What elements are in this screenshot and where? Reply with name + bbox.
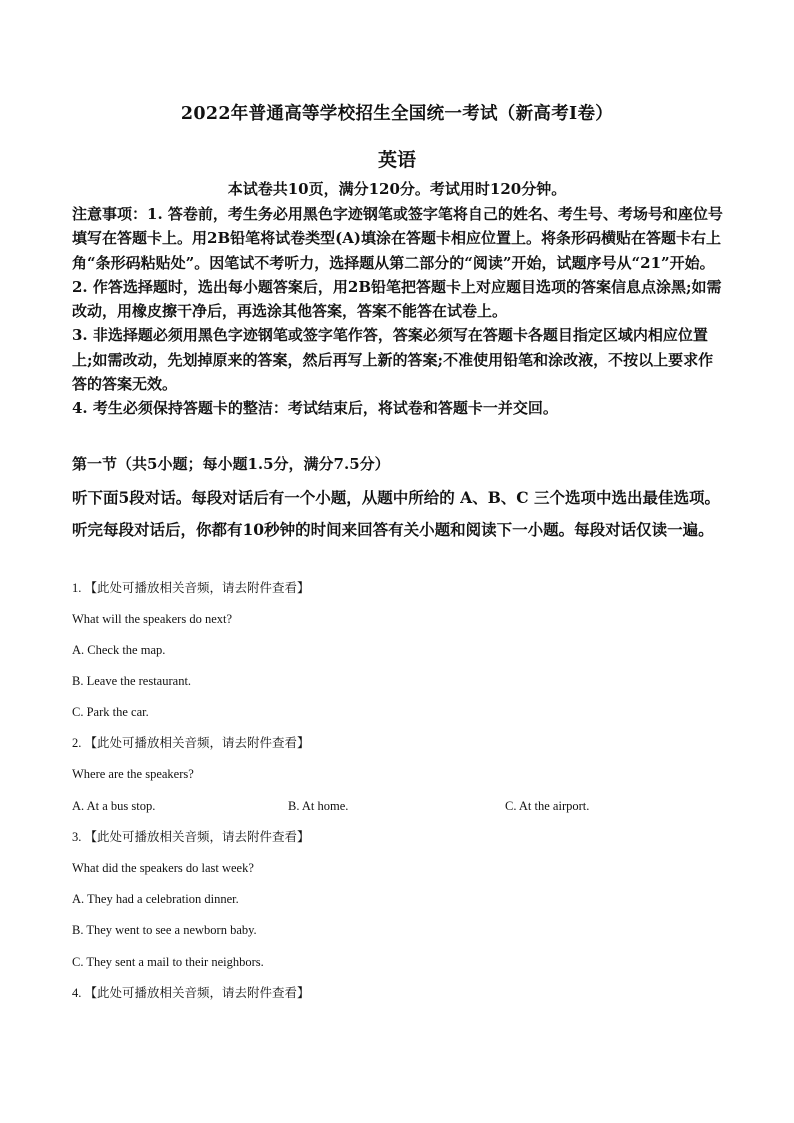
q2-option-c: C. At the airport. [505, 799, 590, 813]
note-3: 3. 非选择题必须用黑色字迹钢笔或签字笔作答，答案必须写在答题卡各题目指定区域内相应位置上;如需改动，先划掉原来的答案，然后再写上新的答案;不准使用铅笔和涂改液，不按以上要求作答的答案无效。 [72, 326, 714, 394]
q1-option-c: C. Park the car. [72, 705, 149, 719]
q3-option-a: A. They had a celebration dinner. [72, 892, 239, 906]
note-1: 注意事项：1. 答卷前，考生务必用黑色字迹钢笔或签字笔将自己的姓名、考生号、考场号和座位号填写在答题卡上。用2B铅笔将试卷类型(A)填涂在答题卡相应位置上。将条形码横贴在答题卡右上角“条形码粘贴处”。因笔试不考听力，选择题从第二部分的“阅读”开始，试题序号从“21”开始。 [72, 205, 723, 272]
note-4: 4. 考生必须保持答题卡的整洁：考试结束后，将试卷和答题卡一并交回。 [72, 399, 558, 418]
q2-stem: Where are the speakers? [72, 767, 194, 781]
q2-audio-header[interactable]: 2. 【此处可播放相关音频，请去附件查看】 [72, 736, 310, 750]
subject-heading: 英语 [377, 149, 416, 171]
exam-notes [72, 202, 724, 421]
exam-summary: 本试卷共10页，满分120分。考试用时120分钟。 [227, 180, 567, 198]
note-2: 2. 作答选择题时，选出每小题答案后，用2B铅笔把答题卡上对应题目选项的答案信息点涂黑;如需改动，用橡皮擦干净后，再选涂其他答案，答案不能答在试卷上。 [72, 277, 722, 321]
q3-option-b: B. They went to see a newborn baby. [72, 923, 257, 937]
q3-stem: What did the speakers do last week? [72, 861, 254, 875]
q1-stem: What will the speakers do next? [72, 612, 233, 626]
q1-option-b: B. Leave the restaurant. [72, 674, 192, 688]
q3-option-c: C. They sent a mail to their neighbors. [72, 955, 264, 969]
section-directions: 听下面5段对话。每段对话后有一个小题，从题中所给的 A、B、C 三个选项中选出最佳选项。听完每段对话后，你都有10秒钟的时间来回答有关小题和阅读下一小题。每段对话仅读一遍。 [72, 488, 721, 539]
q1-audio-header[interactable]: 1. 【此处可播放相关音频，请去附件查看】 [72, 581, 310, 595]
q1-option-a: A. Check the map. [72, 643, 166, 657]
page-title: 2022年普通高等学校招生全国统一考试（新高考Ⅰ卷） [180, 104, 614, 124]
q4-audio-header[interactable]: 4. 【此处可播放相关音频，请去附件查看】 [72, 986, 310, 1000]
q3-audio-header[interactable]: 3. 【此处可播放相关音频，请去附件查看】 [72, 830, 310, 844]
q2-option-a: A. At a bus stop. [72, 799, 156, 813]
q2-option-b: B. At home. [288, 799, 349, 813]
section-heading: 第一节（共5小题；每小题1.5分，满分7.5分） [72, 455, 390, 473]
